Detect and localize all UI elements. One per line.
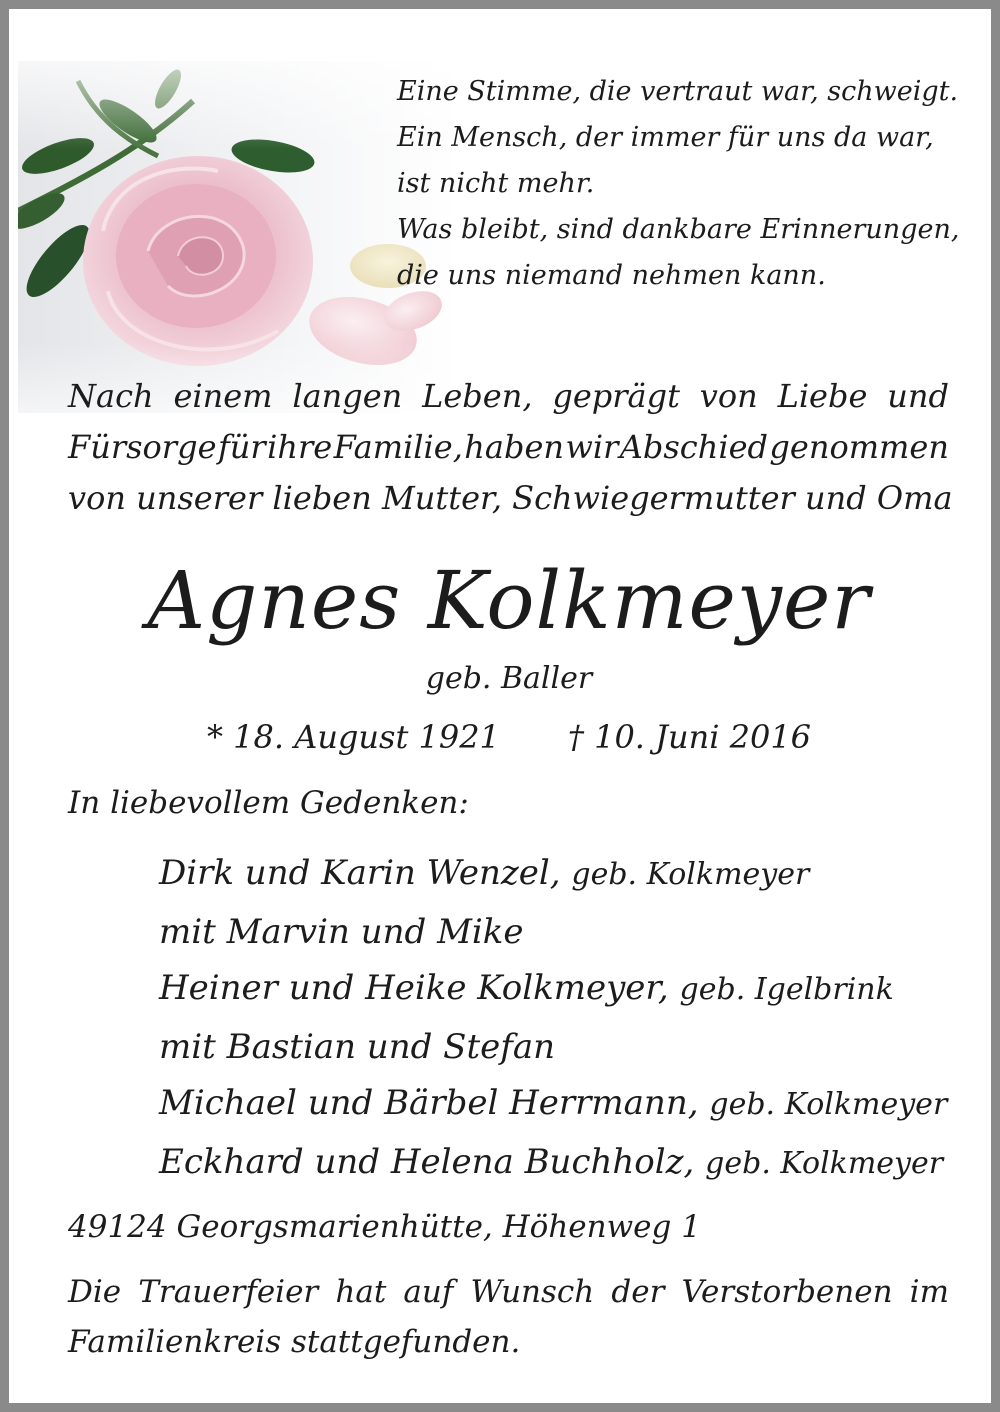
mourner-name: Heiner und Heike Kolkmeyer,: [159, 968, 669, 1008]
word: der: [611, 1274, 665, 1310]
word: hat: [335, 1274, 387, 1310]
word: Fürsorge: [68, 428, 217, 466]
birth-date: * 18. August 1921: [206, 718, 500, 756]
word: Liebe: [777, 377, 868, 415]
deceased-name: Agnes Kolkmeyer: [147, 554, 871, 647]
mourner-name: Eckhard und Helena Buchholz,: [159, 1141, 695, 1182]
intro-line-2: [68, 422, 949, 473]
funeral-note: [68, 1267, 949, 1367]
mourner-name: mit Bastian und Stefan: [159, 1026, 555, 1067]
memory-heading: In liebevollem Gedenken:: [68, 785, 469, 821]
mourners-list: [159, 845, 959, 1192]
word: wir: [565, 428, 619, 466]
word: Die: [68, 1274, 122, 1310]
address: 49124 Georgsmarienhütte, Höhenweg 1: [68, 1209, 701, 1245]
poem-line: Eine Stimme, die vertraut war, schweigt.: [397, 76, 959, 107]
word: Familie,: [333, 428, 463, 466]
word: und: [887, 377, 949, 415]
mourner-birth-name: geb. Kolkmeyer: [571, 857, 810, 892]
word: Trauerfeier: [138, 1274, 319, 1310]
word: genommen: [769, 428, 949, 466]
word: Leben,: [422, 377, 533, 415]
word: auf: [403, 1274, 454, 1310]
poem-line: ist nicht mehr.: [397, 168, 595, 199]
intro-line-1: [68, 371, 949, 422]
rose-image: [18, 61, 458, 413]
mourner-birth-name: geb. Kolkmeyer: [705, 1145, 944, 1181]
word: einem: [173, 377, 273, 415]
life-dates: [9, 715, 1000, 759]
funeral-line-2: Familienkreis stattgefunden.: [68, 1324, 521, 1360]
mourner-name: mit Marvin und Mike: [159, 911, 524, 952]
poem-line: Was bleibt, sind dankbare Erinnerungen,: [397, 214, 960, 245]
death-date: † 10. Juni 2016: [567, 718, 812, 756]
intro-line-3: von unserer lieben Mutter, Schwiegermutter und Oma: [68, 479, 953, 517]
word: ihre: [267, 428, 333, 466]
word: von: [699, 377, 758, 415]
mourner-name: Michael und Bärbel Herrmann,: [159, 1083, 699, 1123]
intro-text: [68, 371, 953, 524]
mourner-row: [159, 845, 959, 904]
word: Wunsch: [470, 1274, 595, 1310]
word: Verstorbenen: [681, 1274, 893, 1310]
funeral-line-1: [68, 1267, 949, 1317]
word: Abschied: [619, 428, 768, 466]
poem-line: Ein Mensch, der immer für uns da war,: [397, 122, 934, 153]
mourner-name: Dirk und Karin Wenzel,: [159, 853, 561, 893]
word: Nach: [68, 377, 154, 415]
mourner-row: [159, 1019, 959, 1076]
mourner-birth-name: geb. Kolkmeyer: [709, 1087, 948, 1122]
poem: [397, 69, 960, 299]
word: langen: [292, 377, 403, 415]
mourner-row: [159, 1134, 959, 1193]
word: im: [909, 1274, 949, 1310]
mourner-row: [159, 904, 959, 961]
word: für: [217, 428, 266, 466]
word: haben: [464, 428, 565, 466]
word: geprägt: [552, 377, 680, 415]
mourner-row: [159, 960, 959, 1019]
poem-line: die uns niemand nehmen kann.: [397, 260, 826, 291]
mourner-row: [159, 1075, 959, 1134]
mourner-birth-name: geb. Igelbrink: [679, 972, 894, 1007]
birth-name: geb. Baller: [425, 661, 593, 696]
